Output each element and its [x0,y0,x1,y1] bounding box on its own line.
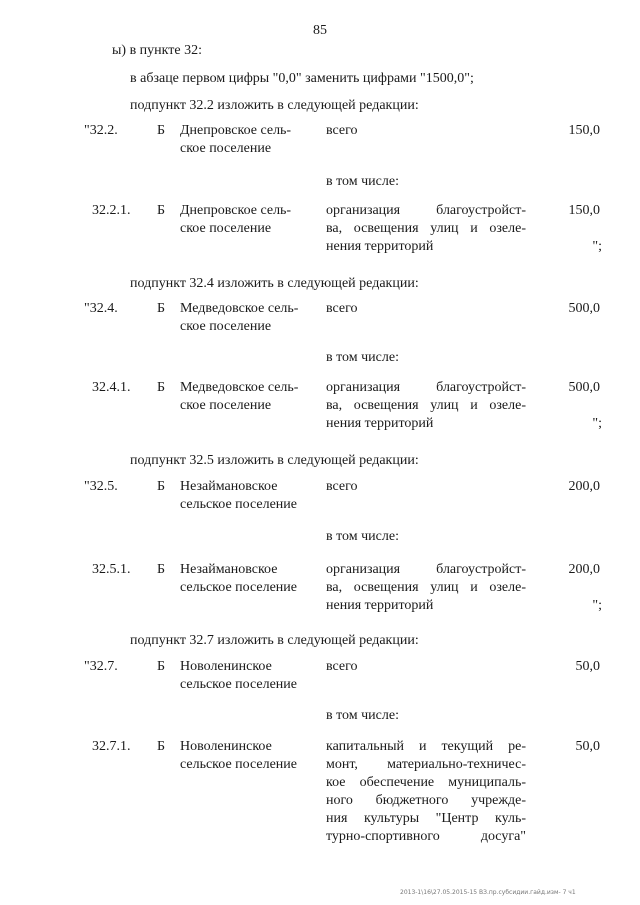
row-description [326,561,526,615]
name-line: Днепровское сель- [180,123,292,138]
row-settlement-name [180,658,320,694]
row-number: "32.7. [84,659,118,674]
section-heading: подпункт 32.4 изложить в следующей редакции: [130,276,419,291]
row-budget-code: Б [157,479,166,494]
row-budget-code: Б [157,301,166,316]
desc-line: турно-спортивного досуга" [326,829,526,844]
row-number: 32.2.1. [92,203,131,218]
row-amount: 50,0 [575,739,600,754]
desc-line: ного бюджетного учрежде- [326,793,526,808]
row-description [326,738,526,846]
name-line: сельское поселение [180,677,297,692]
name-line: Новоленинское [180,659,272,674]
row-settlement-name [180,561,320,597]
row-number: 32.5.1. [92,562,131,577]
row-amount: 500,0 [568,301,600,316]
row-budget-code: Б [157,203,166,218]
section-heading: подпункт 32.2 изложить в следующей редакции: [130,98,419,113]
name-line: Медведовское сель- [180,380,299,395]
name-line: Днепровское сель- [180,203,292,218]
row-amount: 150,0 [568,203,600,218]
closing-quote: "; [592,598,602,613]
row-number: 32.4.1. [92,380,131,395]
row-settlement-name [180,300,320,336]
name-line: Незаймановское [180,562,278,577]
closing-quote: "; [592,239,602,254]
including-label: в том числе: [326,350,399,365]
desc-line: ва, освещения улиц и озеле- [326,221,526,236]
desc-line: организация благоустройст- [326,380,526,395]
row-budget-code: Б [157,123,166,138]
row-number: "32.4. [84,301,118,316]
desc-line: ва, освещения улиц и озеле- [326,398,526,413]
desc-line: организация благоустройст- [326,203,526,218]
row-settlement-name [180,379,320,415]
row-description [326,379,526,433]
including-label: в том числе: [326,529,399,544]
row-settlement-name [180,478,320,514]
desc-line: капитальный и текущий ре- [326,739,526,754]
row-budget-code: Б [157,562,166,577]
including-label: в том числе: [326,174,399,189]
row-number: 32.7.1. [92,739,131,754]
name-line: ское поселение [180,398,272,413]
row-amount: 200,0 [568,479,600,494]
row-description [326,202,526,256]
desc-line: ния культуры "Центр куль- [326,811,526,826]
name-line: Медведовское сель- [180,301,299,316]
document-footer-code: 2013-1\16\27.05.2015-15 ВЗ.пр.субсидии.гайд.изм- 7 ч1 [400,889,576,896]
desc-line: нения территорий [326,598,434,613]
row-description: всего [326,123,358,138]
name-line: ское поселение [180,319,272,334]
desc-line: организация благоустройст- [326,562,526,577]
row-description: всего [326,301,358,316]
desc-line: нения территорий [326,416,434,431]
row-settlement-name [180,122,320,158]
including-label: в том числе: [326,708,399,723]
page-number: 85 [313,23,327,38]
name-line: сельское поселение [180,497,297,512]
row-amount: 150,0 [568,123,600,138]
row-description: всего [326,479,358,494]
row-settlement-name [180,202,320,238]
section-heading: подпункт 32.7 изложить в следующей редакции: [130,633,419,648]
row-number: "32.2. [84,123,118,138]
row-budget-code: Б [157,659,166,674]
name-line: ское поселение [180,221,272,236]
row-amount: 200,0 [568,562,600,577]
desc-line: кое обеспечение муниципаль- [326,775,526,790]
desc-line: монт, материально-техничес- [326,757,526,772]
name-line: сельское поселение [180,757,297,772]
desc-line: нения территорий [326,239,434,254]
row-amount: 50,0 [575,659,600,674]
row-description: всего [326,659,358,674]
row-amount: 500,0 [568,380,600,395]
name-line: Незаймановское [180,479,278,494]
desc-line: ва, освещения улиц и озеле- [326,580,526,595]
intro-line: в абзаце первом цифры "0,0" заменить цифрами "1500,0"; [130,71,474,86]
name-line: сельское поселение [180,580,297,595]
name-line: ское поселение [180,141,272,156]
row-budget-code: Б [157,380,166,395]
closing-quote: "; [592,416,602,431]
row-settlement-name [180,738,320,774]
intro-item: ы) в пункте 32: [112,43,203,58]
row-budget-code: Б [157,739,166,754]
name-line: Новоленинское [180,739,272,754]
row-number: "32.5. [84,479,118,494]
section-heading: подпункт 32.5 изложить в следующей редакции: [130,453,419,468]
